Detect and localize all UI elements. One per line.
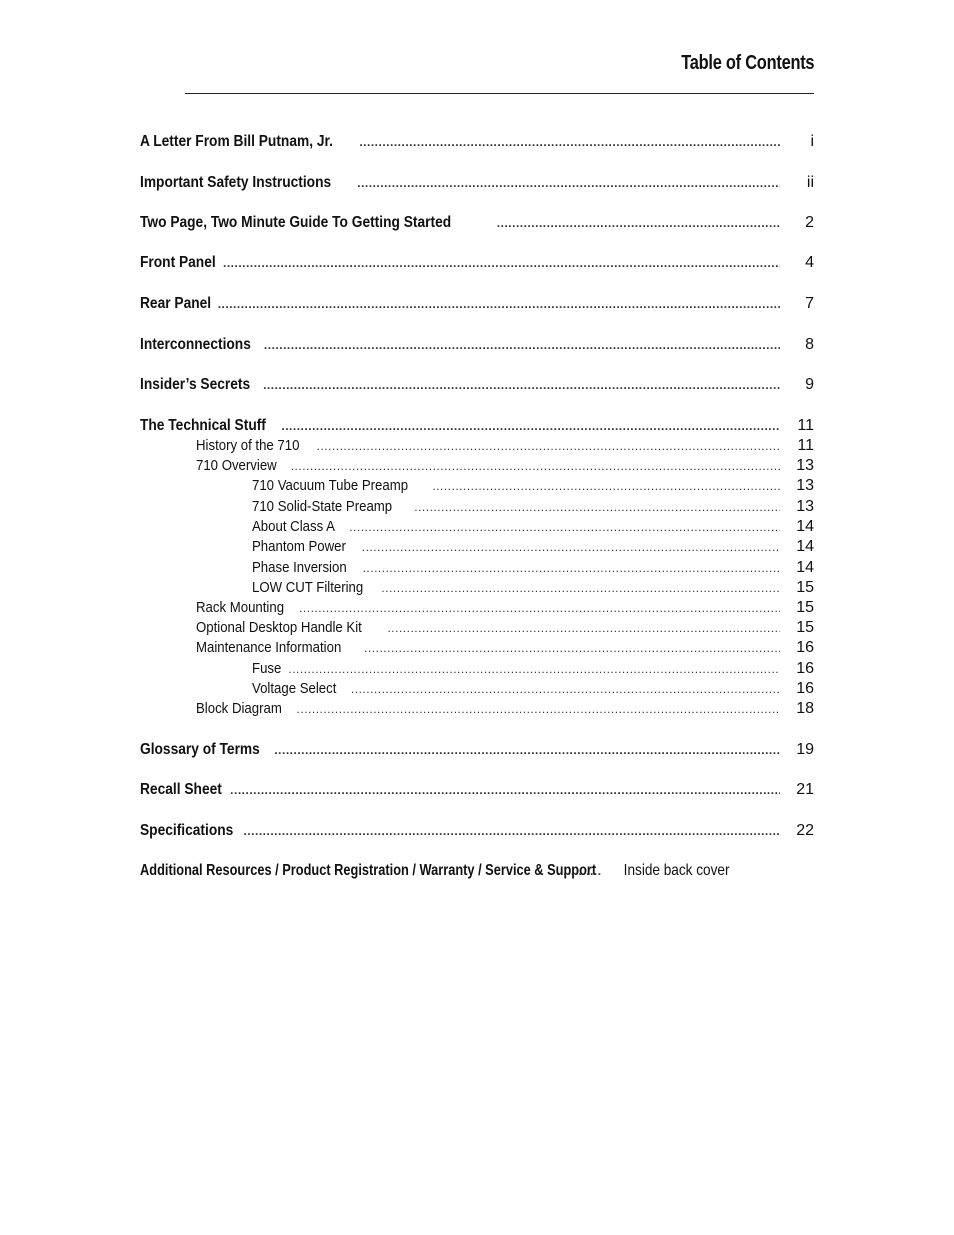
dot-leader	[223, 256, 780, 270]
toc-subentry[interactable]	[196, 619, 814, 637]
toc-subsubentry[interactable]	[252, 660, 814, 678]
toc-entry-page: 14	[796, 559, 814, 576]
toc-entry[interactable]	[140, 254, 814, 272]
dot-leader	[243, 824, 780, 838]
dot-leader	[264, 338, 780, 352]
toc-entry-label: Specifications	[140, 822, 234, 839]
dot-leader	[432, 479, 780, 493]
toc-entry-label: Recall Sheet	[140, 781, 222, 798]
toc-entry-page: 14	[796, 518, 814, 535]
dot-leader	[497, 216, 780, 230]
dot-leader	[387, 621, 780, 635]
toc-subsubentry[interactable]	[252, 579, 814, 597]
toc-entry-page: 19	[796, 741, 814, 758]
dot-leader	[362, 540, 780, 554]
toc-entry-page: i	[810, 133, 814, 150]
dot-leader	[218, 297, 780, 311]
toc-subsubentry[interactable]	[252, 477, 814, 495]
toc-entry-label: Voltage Select	[252, 680, 337, 697]
toc-entry-page: 4	[805, 254, 814, 271]
toc-entry-page: Inside back cover	[623, 862, 730, 879]
toc-subentry[interactable]	[196, 639, 814, 657]
dot-leader	[274, 743, 780, 757]
toc-entry[interactable]	[140, 781, 814, 799]
toc-entry-label: Interconnections	[140, 336, 251, 353]
toc-entry[interactable]	[140, 336, 814, 354]
dot-leader	[414, 500, 780, 514]
toc-entry-label: 710 Solid-State Preamp	[252, 498, 393, 515]
toc-entry-label: A Letter From Bill Putnam, Jr.	[140, 133, 333, 150]
toc-entry-page: 21	[796, 781, 814, 798]
toc-entry-page: 8	[805, 336, 814, 353]
toc-entry[interactable]	[140, 214, 814, 232]
toc-entry-page: 15	[796, 619, 814, 636]
toc-subsubentry[interactable]	[252, 559, 814, 577]
dot-leader	[359, 135, 780, 149]
toc-entry-label: Insider’s Secrets	[140, 376, 251, 393]
dot-leader	[297, 702, 780, 716]
toc-entry-label: 710 Overview	[196, 457, 277, 474]
page-title: Table of Contents	[680, 52, 814, 74]
dot-leader	[291, 459, 780, 473]
toc-entry[interactable]	[140, 295, 814, 313]
toc-entry-page: 16	[796, 660, 814, 677]
toc-entry[interactable]	[140, 741, 814, 759]
toc-subentry[interactable]	[196, 700, 814, 718]
dot-leader	[381, 581, 780, 595]
toc-entry-label: About Class A	[252, 518, 335, 535]
toc-subsubentry[interactable]	[252, 680, 814, 698]
dot-leader	[349, 520, 780, 534]
toc-entry-label: Rack Mounting	[196, 599, 285, 616]
toc-entry-label: History of the 710	[196, 437, 300, 454]
toc-entry-label: Additional Resources / Product Registration / Warranty / Service & Support	[140, 862, 597, 879]
toc-entry-page: 16	[796, 639, 814, 656]
dot-leader	[364, 641, 780, 655]
dot-leader	[281, 419, 780, 433]
toc-entry[interactable]	[140, 822, 814, 840]
toc-entry-page: ii	[806, 174, 814, 191]
dot-leader	[230, 783, 780, 797]
toc-subentry[interactable]	[196, 437, 814, 455]
toc-entry-label: LOW CUT Filtering	[252, 579, 364, 596]
toc-entry-page: 15	[796, 579, 814, 596]
dot-leader	[317, 439, 780, 453]
toc-entry[interactable]	[140, 417, 814, 435]
toc-entry-page: 11	[797, 437, 814, 454]
toc-entry-page: 11	[797, 417, 814, 434]
toc-entry-label: Glossary of Terms	[140, 741, 260, 758]
toc-entry-label: Phase Inversion	[252, 559, 347, 576]
toc-subsubentry[interactable]	[252, 538, 814, 556]
toc-entry-label: 710 Vacuum Tube Preamp	[252, 477, 409, 494]
toc-subentry[interactable]	[196, 457, 814, 475]
dot-leader	[351, 682, 780, 696]
toc-entry-page: 13	[796, 498, 814, 515]
toc-entry[interactable]	[140, 174, 814, 192]
toc-subsubentry[interactable]	[252, 498, 814, 516]
toc-entry-label: Optional Desktop Handle Kit	[196, 619, 362, 636]
dot-leader	[563, 864, 601, 878]
toc-entry-label: Block Diagram	[196, 700, 282, 717]
toc-entry-page: 13	[796, 477, 814, 494]
toc-entry[interactable]	[140, 376, 814, 394]
dot-leader	[299, 601, 780, 615]
toc-entry-page: 22	[796, 822, 814, 839]
toc-subentry[interactable]	[196, 599, 814, 617]
toc-entry-label: Maintenance Information	[196, 639, 342, 656]
toc-entry-label: The Technical Stuff	[140, 417, 266, 434]
toc-entry-page: 13	[796, 457, 814, 474]
toc-entry-label: Phantom Power	[252, 538, 346, 555]
toc-entry-page: 2	[805, 214, 814, 231]
toc-entry-page: 18	[796, 700, 814, 717]
toc-entry-label: Two Page, Two Minute Guide To Getting Started	[140, 214, 452, 231]
toc-entry-label: Fuse	[252, 660, 282, 677]
toc-entry-label: Rear Panel	[140, 295, 212, 312]
dot-leader	[288, 662, 780, 676]
toc-entry-page: 9	[805, 376, 814, 393]
dot-leader	[357, 176, 780, 190]
toc-entry-label: Front Panel	[140, 254, 216, 271]
toc-entry-page: 14	[796, 538, 814, 555]
toc-entry-page: 16	[796, 680, 814, 697]
dot-leader	[263, 378, 780, 392]
toc-subsubentry[interactable]	[252, 518, 814, 536]
toc-entry[interactable]	[140, 133, 814, 151]
toc-entry-page: 15	[796, 599, 814, 616]
toc-entry-page: 7	[805, 295, 814, 312]
toc-entry-label: Important Safety Instructions	[140, 174, 332, 191]
dot-leader	[363, 561, 780, 575]
toc-entry[interactable]	[140, 862, 814, 880]
